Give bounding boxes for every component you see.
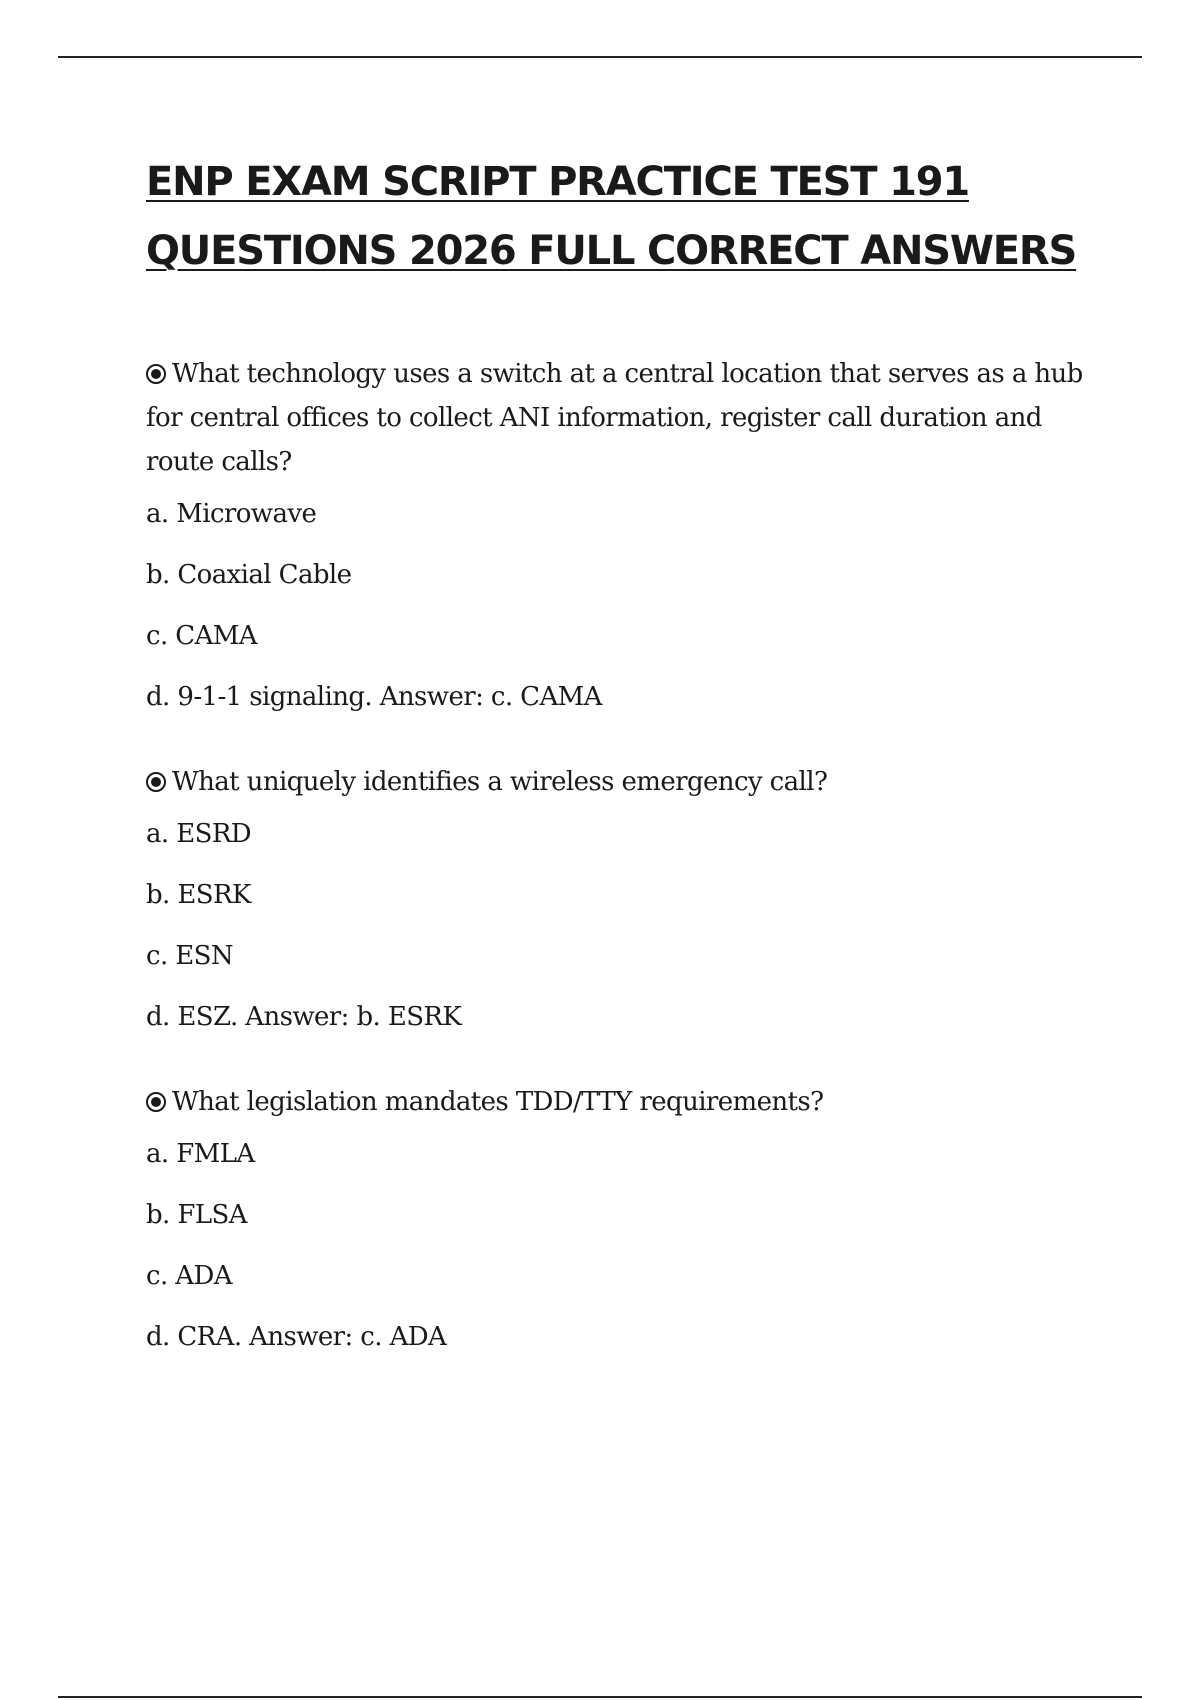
question-block-2: [146, 760, 1086, 1035]
radio-bullet-icon: [146, 772, 166, 792]
question-3-options: [146, 1136, 1086, 1355]
question-1-text: What technology uses a switch at a central location that serves as a hub for central offices to collect ANI information, register call duration and route calls?: [146, 359, 1083, 477]
document-title: [146, 148, 1106, 286]
question-3-option-a: a. FMLA: [146, 1139, 255, 1169]
question-2-options: [146, 816, 1086, 1035]
question-1-option-c: c. CAMA: [146, 621, 257, 651]
question-block-1: [146, 352, 1086, 715]
question-2-option-b: b. ESRK: [146, 880, 251, 910]
radio-bullet-icon: [146, 1092, 166, 1112]
question-2-text: What uniquely identifies a wireless emergency call?: [172, 767, 828, 797]
bottom-rule: [58, 1696, 1142, 1698]
question-1-option-a: a. Microwave: [146, 499, 317, 529]
question-3-option-c: c. ADA: [146, 1261, 232, 1291]
question-3-option-d: d. CRA. Answer: c. ADA: [146, 1322, 447, 1352]
question-3: [146, 1080, 1086, 1124]
question-3-text: What legislation mandates TDD/TTY requirements?: [172, 1087, 824, 1117]
question-block-3: [146, 1080, 1086, 1355]
question-2: [146, 760, 1086, 804]
question-1-options: [146, 496, 1086, 715]
question-2-option-d: d. ESZ. Answer: b. ESRK: [146, 1002, 462, 1032]
title-line-2: QUESTIONS 2026 FULL CORRECT ANSWERS: [146, 228, 1077, 274]
question-3-option-b: b. FLSA: [146, 1200, 247, 1230]
question-1: [146, 352, 1086, 484]
radio-bullet-icon: [146, 364, 166, 384]
top-rule: [58, 56, 1142, 58]
title-line-1: ENP EXAM SCRIPT PRACTICE TEST 191: [146, 159, 969, 205]
question-2-option-a: a. ESRD: [146, 819, 252, 849]
question-1-option-d: d. 9-1-1 signaling. Answer: c. CAMA: [146, 682, 602, 712]
questions-list: [146, 352, 1086, 1355]
question-2-option-c: c. ESN: [146, 941, 234, 971]
question-1-option-b: b. Coaxial Cable: [146, 560, 352, 590]
